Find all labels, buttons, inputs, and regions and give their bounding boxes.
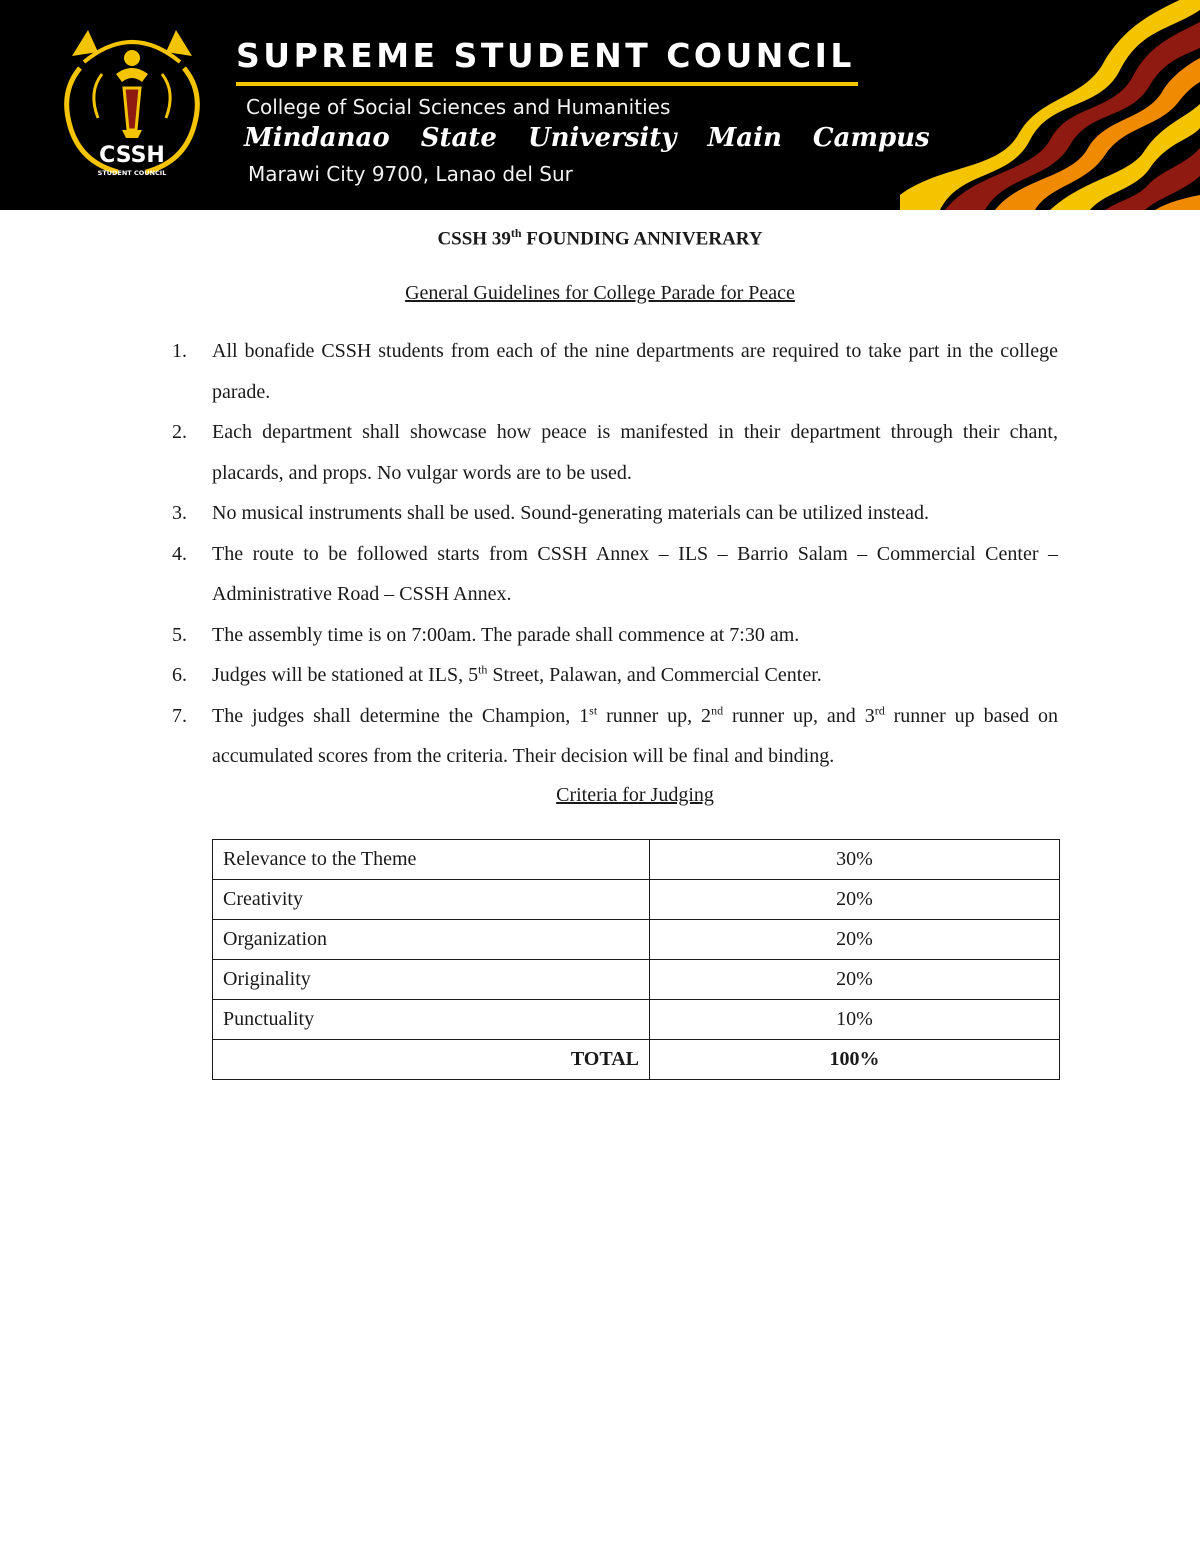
guidelines-list bbox=[172, 331, 1058, 777]
criterion-cell: Punctuality bbox=[213, 1000, 650, 1040]
title-superscript: th bbox=[510, 226, 522, 240]
guideline-item bbox=[172, 331, 1058, 412]
guideline-text: The assembly time is on 7:00am. The parade shall commence at 7:30 am. bbox=[212, 623, 800, 646]
guideline-number: 5. bbox=[172, 623, 187, 646]
guidelines-heading: General Guidelines for College Parade for Peace bbox=[405, 282, 795, 304]
org-name: SUPREME STUDENT COUNCIL bbox=[236, 36, 855, 75]
guideline-number: 7. bbox=[172, 704, 187, 727]
guideline-item bbox=[172, 493, 1058, 534]
guideline-item bbox=[172, 534, 1058, 615]
guideline-number: 2. bbox=[172, 421, 187, 443]
total-row bbox=[213, 1040, 1060, 1080]
criterion-cell: Creativity bbox=[213, 880, 650, 920]
title-prefix: CSSH 39 bbox=[437, 228, 511, 250]
weight-cell: 10% bbox=[650, 1000, 1060, 1040]
guideline-text: The route to be followed starts from CSSH Annex – ILS – Barrio Salam – Commercial Center – Administrative Road – CSSH Annex. bbox=[212, 542, 1058, 605]
document-title bbox=[0, 226, 1200, 250]
guideline-number: 1. bbox=[172, 340, 187, 362]
header-rule bbox=[236, 82, 858, 86]
criterion-cell: Organization bbox=[213, 920, 650, 960]
table-row bbox=[213, 960, 1060, 1000]
address: Marawi City 9700, Lanao del Sur bbox=[248, 162, 573, 186]
decorative-waves bbox=[900, 0, 1200, 210]
guideline-number: 6. bbox=[172, 664, 187, 686]
weight-cell: 20% bbox=[650, 880, 1060, 920]
guideline-text: All bonafide CSSH students from each of the nine departments are required to take part in the college parade. bbox=[212, 340, 1058, 403]
guideline-item bbox=[172, 615, 1058, 656]
guideline-text: No musical instruments shall be used. Sound-generating materials can be utilized instead. bbox=[212, 502, 930, 524]
total-value: 100% bbox=[650, 1040, 1060, 1080]
total-label: TOTAL bbox=[213, 1040, 650, 1080]
letterhead-banner bbox=[0, 0, 1200, 210]
weight-cell: 30% bbox=[650, 840, 1060, 880]
university-name: Mindanao State University Main Campus bbox=[244, 123, 930, 153]
weight-cell: 20% bbox=[650, 960, 1060, 1000]
table-row bbox=[213, 1000, 1060, 1040]
criteria-heading: Criteria for Judging bbox=[556, 784, 714, 806]
criterion-cell: Relevance to the Theme bbox=[213, 840, 650, 880]
title-suffix: FOUNDING ANNIVERARY bbox=[521, 228, 763, 250]
logo-text: CSSH bbox=[99, 143, 165, 168]
logo-subtext: STUDENT COUNCIL bbox=[97, 169, 167, 177]
guideline-text: The judges shall determine the Champion, 1st runner up, 2nd runner up, and 3rd runner up based on accumulated scores from the criteria. Their decision will be final and binding. bbox=[212, 702, 1059, 767]
college-name: College of Social Sciences and Humanities bbox=[246, 95, 671, 119]
cssh-logo bbox=[58, 22, 206, 186]
table-row bbox=[213, 920, 1060, 960]
table-row bbox=[213, 880, 1060, 920]
criterion-cell: Originality bbox=[213, 960, 650, 1000]
guideline-item bbox=[172, 412, 1058, 493]
criteria-table bbox=[212, 839, 1060, 1080]
guideline-number: 4. bbox=[172, 542, 187, 565]
table-row bbox=[213, 840, 1060, 880]
guideline-item bbox=[172, 655, 1058, 696]
guideline-item bbox=[172, 696, 1058, 777]
guideline-text: Each department shall showcase how peace is manifested in their department through their chant, placards, and props. No vulgar words are to be used. bbox=[212, 421, 1058, 484]
weight-cell: 20% bbox=[650, 920, 1060, 960]
guideline-number: 3. bbox=[172, 502, 187, 524]
guideline-text: Judges will be stationed at ILS, 5th Street, Palawan, and Commercial Center. bbox=[212, 662, 822, 686]
